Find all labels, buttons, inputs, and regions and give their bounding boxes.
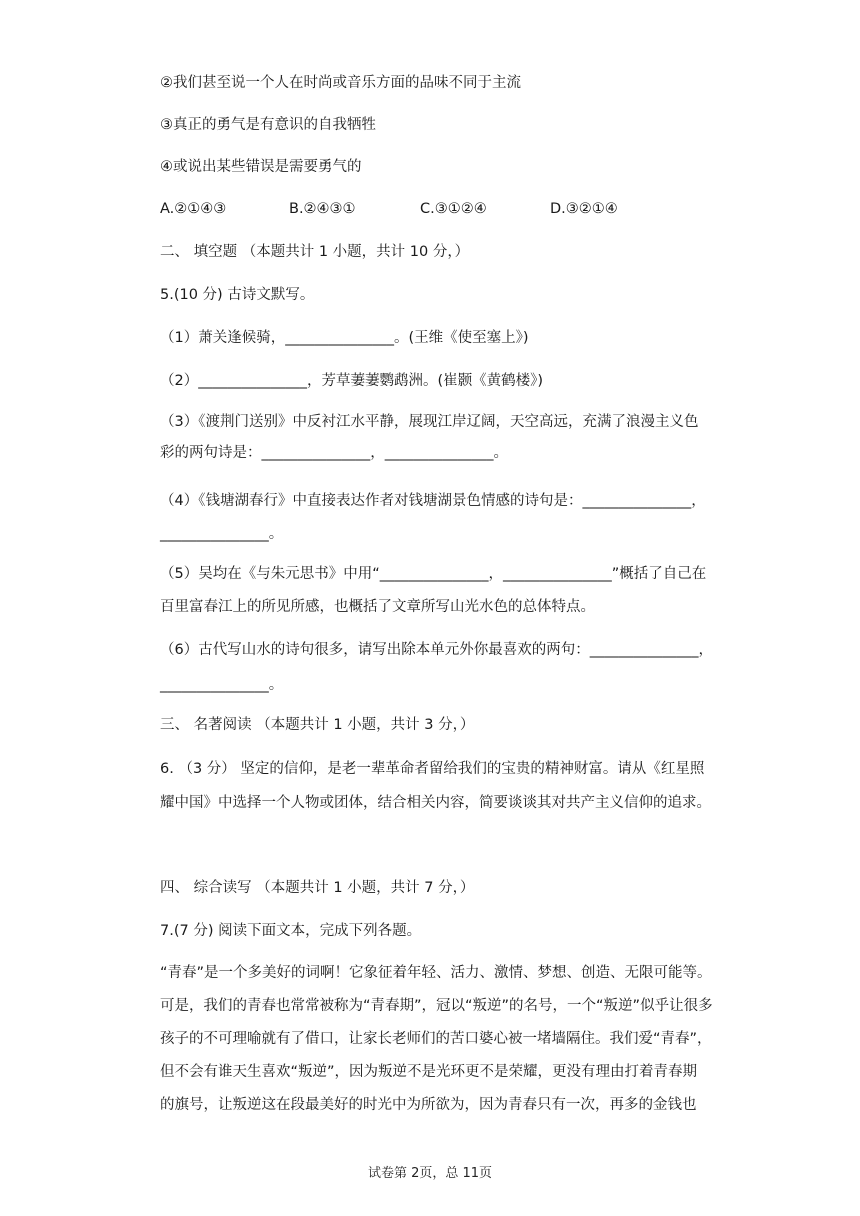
choice-d: D.③②①④ (550, 201, 618, 217)
section-heading-writing: 四、 综合读写 （本题共计 1 小题，共计 7 分，） (160, 880, 475, 896)
option-line-2: ②我们甚至说一个人在时尚或音乐方面的品味不同于主流 (160, 75, 521, 91)
passage-line-4: 但不会有谁天生喜欢“叛逆”，因为叛逆不是光环更不是荣耀，更没有理由打着青春期 (160, 1064, 698, 1080)
question-6-text: 6. （3 分） 坚定的信仰，是老一辈革命者留给我们的宝贵的精神财富。请从《红星照 (160, 761, 705, 777)
question-5-title: 5.(10 分) 古诗文默写。 (160, 287, 315, 303)
option-line-3: ③真正的勇气是有意识的自我牺牲 (160, 117, 376, 133)
passage-line-5: 的旗号，让叛逆这在段最美好的时光中为所欲为，因为青春只有一次，再多的金钱也 (160, 1097, 697, 1113)
question-5-item-6-cont: _______________。 (160, 677, 284, 693)
passage-line-2: 可是，我们的青春也常常被称为“青春期”，冠以“叛逆”的名号，一个“叛逆”似乎让很多 (160, 998, 713, 1014)
passage-line-1: “青春”是一个多美好的词啊！它象征着年轻、活力、激情、梦想、创造、无限可能等。 (160, 965, 712, 981)
question-5-item-5: （5）吴均在《与朱元思书》中用“_______________，_______________”概括了自己在 (160, 566, 707, 582)
question-5-item-1: （1）萧关逢候骑，_______________。(王维《使至塞上》) (160, 330, 529, 346)
question-5-item-2: （2）_______________，芳草萋萋鹦鹉洲。(崔颢《黄鹤楼》) (160, 373, 544, 389)
option-line-4: ④或说出某些错误是需要勇气的 (160, 159, 362, 175)
answer-choices (160, 199, 618, 219)
question-5-item-6: （6）古代写山水的诗句很多，请写出除本单元外你最喜欢的两句：_______________， (160, 642, 713, 658)
question-5-item-3-cont: 彩的两句诗是：_______________，_______________。 (160, 445, 508, 461)
choice-a: A.②①④③ (160, 201, 227, 217)
section-heading-reading: 三、 名著阅读 （本题共计 1 小题，共计 3 分，） (160, 717, 475, 733)
question-6-text-cont: 耀中国》中选择一个人物或团体，结合相关内容，简要谈谈其对共产主义信仰的追求。 (160, 795, 711, 811)
question-7-title: 7.(7 分) 阅读下面文本，完成下列各题。 (160, 923, 422, 939)
choice-b: B.②④③① (289, 201, 356, 217)
section-heading-fill-in: 二、 填空题 （本题共计 1 小题，共计 10 分，） (160, 244, 470, 260)
passage-line-3: 孩子的不可理喻就有了借口，让家长老师们的苦口婆心被一堵墙隔住。我们爱“青春”， (160, 1031, 712, 1047)
question-5-item-4: （4）《钱塘湖春行》中直接表达作者对钱塘湖景色情感的诗句是：_______________， (160, 493, 706, 509)
page-footer: 试卷第 2页，总 11页 (367, 1166, 493, 1181)
question-5-item-5-cont: 百里富春江上的所见所感，也概括了文章所写山光水色的总体特点。 (160, 599, 595, 615)
question-5-item-4-cont: _______________。 (160, 526, 284, 542)
choice-c: C.③①②④ (420, 201, 487, 217)
question-5-item-3: （3）《渡荆门送别》中反衬江水平静，展现江岸辽阔，天空高远，充满了浪漫主义色 (160, 414, 699, 430)
